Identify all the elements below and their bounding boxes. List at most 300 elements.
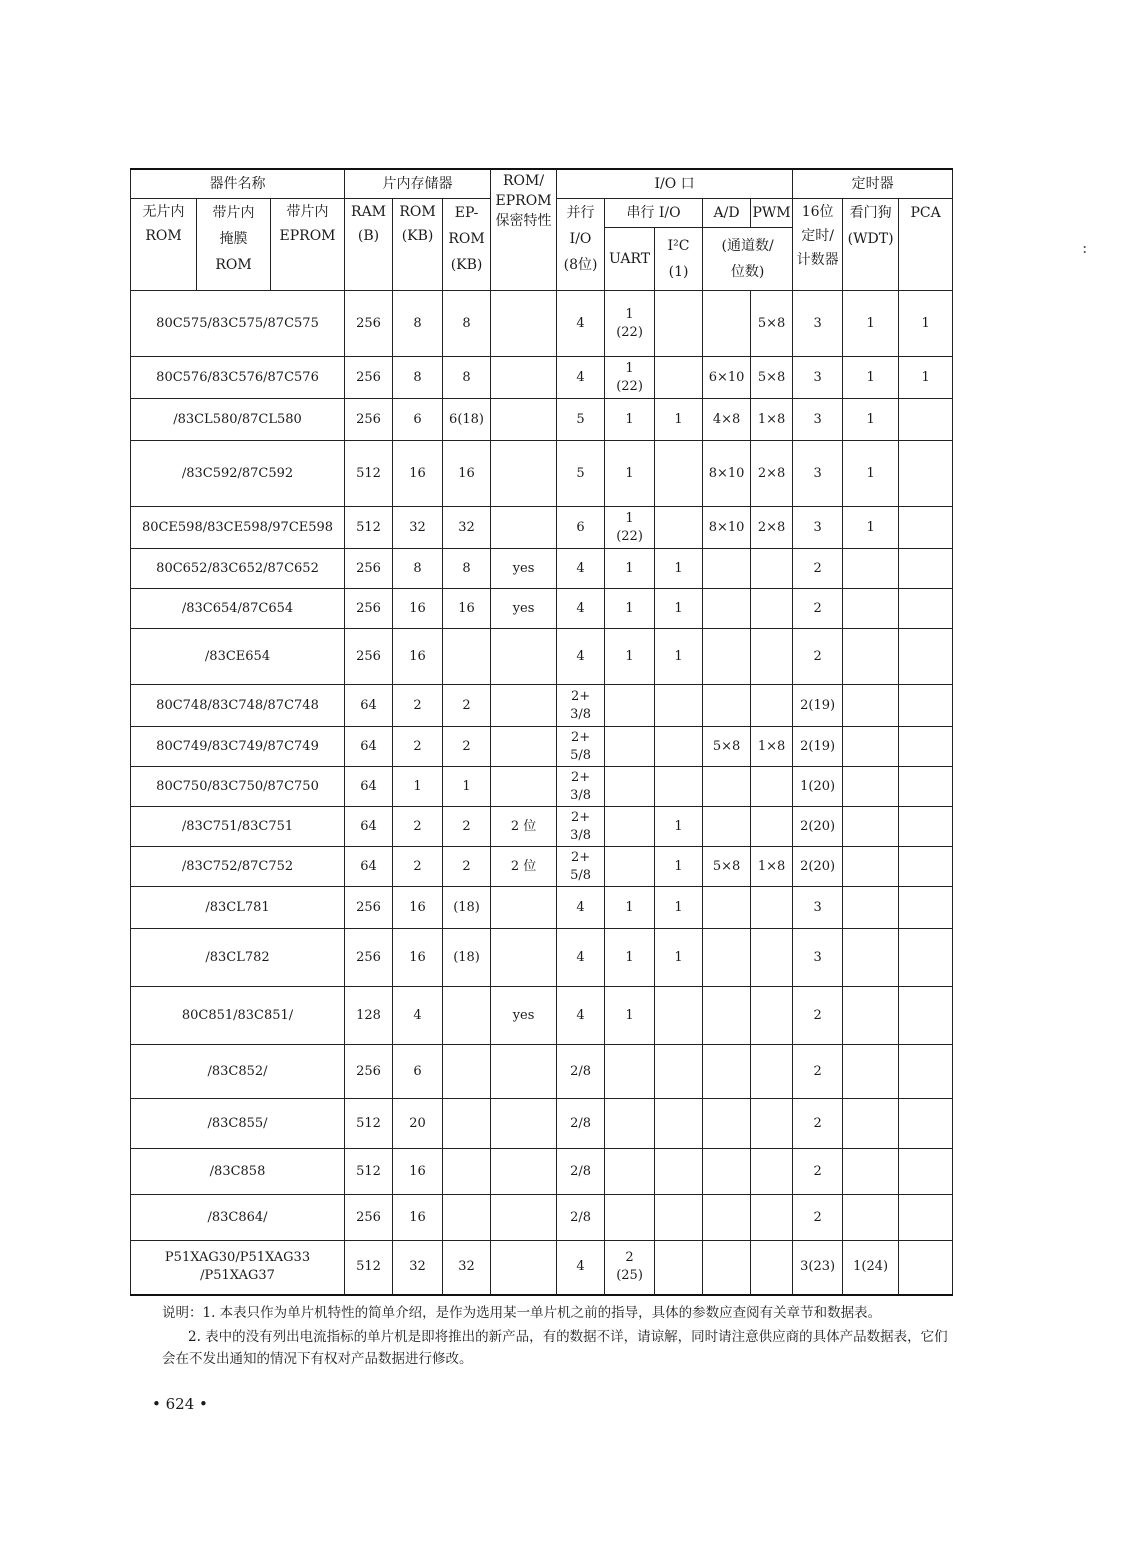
cell-wdt	[843, 929, 899, 987]
cell-ad: 6×10	[703, 357, 751, 399]
cell-ram: 256	[345, 629, 393, 685]
cell-pio: 4	[557, 549, 605, 589]
header-wdt: 看门狗 (WDT)	[843, 199, 899, 291]
cell-rom: 16	[393, 1149, 443, 1195]
header-rom-eprom-security: ROM/ EPROM 保密特性	[491, 169, 557, 291]
cell-pca	[899, 847, 953, 887]
cell-sec: 2 位	[491, 807, 557, 847]
cell-eprom	[443, 1099, 491, 1149]
cell-t16: 3	[793, 441, 843, 507]
cell-wdt	[843, 685, 899, 727]
header-timer16: 16位 定时/ 计数器	[793, 199, 843, 291]
cell-i2c	[655, 767, 703, 807]
cell-sec	[491, 507, 557, 549]
cell-pwm	[751, 807, 793, 847]
cell-rom: 16	[393, 629, 443, 685]
cell-i2c: 1	[655, 589, 703, 629]
cell-pio: 2/8	[557, 1045, 605, 1099]
cell-eprom	[443, 987, 491, 1045]
cell-t16: 2	[793, 987, 843, 1045]
cell-device-name: P51XAG30/P51XAG33 /P51XAG37	[131, 1241, 345, 1295]
cell-ad: 5×8	[703, 847, 751, 887]
cell-pwm: 2×8	[751, 507, 793, 549]
cell-uart: 1 (22)	[605, 291, 655, 357]
header-serial-io: 串行 I/O	[605, 199, 703, 228]
cell-pca	[899, 1149, 953, 1195]
cell-pca	[899, 399, 953, 441]
cell-uart: 1	[605, 589, 655, 629]
cell-pca: 1	[899, 291, 953, 357]
cell-eprom	[443, 1195, 491, 1241]
cell-t16: 3	[793, 357, 843, 399]
cell-wdt	[843, 1195, 899, 1241]
cell-pio: 2+ 5/8	[557, 727, 605, 767]
cell-rom: 8	[393, 291, 443, 357]
cell-t16: 2	[793, 1099, 843, 1149]
cell-wdt	[843, 887, 899, 929]
cell-pio: 2+ 3/8	[557, 807, 605, 847]
cell-device-name: 80C851/83C851/	[131, 987, 345, 1045]
header-uart: UART	[605, 228, 655, 291]
cell-t16: 2(20)	[793, 807, 843, 847]
cell-ram: 512	[345, 1241, 393, 1295]
cell-eprom: 6(18)	[443, 399, 491, 441]
cell-eprom: 2	[443, 847, 491, 887]
table-row	[131, 685, 953, 727]
cell-ram: 64	[345, 847, 393, 887]
cell-ad	[703, 1149, 751, 1195]
cell-wdt: 1	[843, 357, 899, 399]
header-device-name: 器件名称	[131, 169, 345, 199]
cell-sec	[491, 727, 557, 767]
cell-pwm	[751, 589, 793, 629]
cell-i2c: 1	[655, 847, 703, 887]
cell-t16: 2	[793, 1149, 843, 1195]
cell-i2c: 1	[655, 399, 703, 441]
cell-pwm	[751, 549, 793, 589]
cell-pca	[899, 767, 953, 807]
cell-i2c	[655, 291, 703, 357]
cell-uart: 1	[605, 887, 655, 929]
cell-device-name: /83CL781	[131, 887, 345, 929]
cell-wdt	[843, 767, 899, 807]
cell-uart	[605, 1195, 655, 1241]
cell-eprom: 32	[443, 1241, 491, 1295]
header-rom-kb: ROM (KB)	[393, 199, 443, 291]
cell-t16: 2(20)	[793, 847, 843, 887]
cell-device-name: /83C852/	[131, 1045, 345, 1099]
header-pca: PCA	[899, 199, 953, 291]
cell-sec	[491, 685, 557, 727]
cell-t16: 3	[793, 399, 843, 441]
cell-sec	[491, 399, 557, 441]
cell-wdt	[843, 987, 899, 1045]
cell-i2c: 1	[655, 549, 703, 589]
cell-pwm: 5×8	[751, 291, 793, 357]
table-row	[131, 727, 953, 767]
cell-pwm	[751, 1045, 793, 1099]
cell-uart: 2 (25)	[605, 1241, 655, 1295]
cell-i2c	[655, 727, 703, 767]
cell-ad	[703, 987, 751, 1045]
cell-device-name: /83CL580/87CL580	[131, 399, 345, 441]
cell-device-name: /83CL782	[131, 929, 345, 987]
header-mask-rom: 带片内 掩膜 ROM	[197, 199, 271, 291]
cell-ad	[703, 929, 751, 987]
cell-pca	[899, 629, 953, 685]
cell-sec	[491, 1045, 557, 1099]
cell-sec: yes	[491, 589, 557, 629]
cell-rom: 20	[393, 1099, 443, 1149]
cell-eprom: 16	[443, 589, 491, 629]
cell-eprom: 1	[443, 767, 491, 807]
cell-eprom: 8	[443, 357, 491, 399]
cell-uart	[605, 1149, 655, 1195]
cell-ram: 256	[345, 1045, 393, 1099]
cell-ad	[703, 1045, 751, 1099]
table-row	[131, 357, 953, 399]
cell-i2c: 1	[655, 929, 703, 987]
table-row	[131, 929, 953, 987]
cell-wdt	[843, 847, 899, 887]
cell-pca	[899, 507, 953, 549]
cell-uart: 1 (22)	[605, 357, 655, 399]
cell-rom: 8	[393, 357, 443, 399]
cell-sec	[491, 929, 557, 987]
cell-ram: 64	[345, 767, 393, 807]
cell-ad: 8×10	[703, 441, 751, 507]
cell-uart	[605, 847, 655, 887]
cell-pwm	[751, 1149, 793, 1195]
table-row	[131, 1195, 953, 1241]
cell-ram: 128	[345, 987, 393, 1045]
margin-mark: :	[1082, 238, 1088, 257]
cell-pca	[899, 807, 953, 847]
cell-rom: 16	[393, 887, 443, 929]
table-row	[131, 629, 953, 685]
cell-wdt: 1	[843, 507, 899, 549]
cell-ram: 256	[345, 929, 393, 987]
cell-pca: 1	[899, 357, 953, 399]
cell-sec	[491, 887, 557, 929]
cell-device-name: 80C576/83C576/87C576	[131, 357, 345, 399]
cell-wdt	[843, 1099, 899, 1149]
cell-eprom: 8	[443, 549, 491, 589]
cell-wdt	[843, 1045, 899, 1099]
cell-device-name: 80CE598/83CE598/97CE598	[131, 507, 345, 549]
table-row	[131, 1241, 953, 1295]
cell-ad	[703, 291, 751, 357]
cell-ram: 512	[345, 1149, 393, 1195]
cell-pwm	[751, 1195, 793, 1241]
cell-eprom	[443, 1149, 491, 1195]
table-row	[131, 887, 953, 929]
header-timer: 定时器	[793, 169, 953, 199]
cell-rom: 2	[393, 847, 443, 887]
cell-wdt: 1	[843, 291, 899, 357]
cell-pio: 2+ 3/8	[557, 685, 605, 727]
cell-uart	[605, 1099, 655, 1149]
cell-rom: 32	[393, 1241, 443, 1295]
header-ram: RAM (B)	[345, 199, 393, 291]
cell-uart	[605, 767, 655, 807]
cell-pwm: 1×8	[751, 727, 793, 767]
cell-ad	[703, 1099, 751, 1149]
cell-ram: 512	[345, 441, 393, 507]
cell-rom: 32	[393, 507, 443, 549]
cell-pio: 4	[557, 987, 605, 1045]
cell-i2c	[655, 1195, 703, 1241]
cell-wdt	[843, 629, 899, 685]
cell-ad	[703, 1241, 751, 1295]
cell-pio: 2/8	[557, 1099, 605, 1149]
cell-device-name: /83C752/87C752	[131, 847, 345, 887]
cell-eprom: 2	[443, 685, 491, 727]
header-on-chip-memory: 片内存储器	[345, 169, 491, 199]
cell-i2c	[655, 987, 703, 1045]
cell-pio: 4	[557, 589, 605, 629]
cell-rom: 6	[393, 1045, 443, 1099]
cell-ad	[703, 1195, 751, 1241]
cell-rom: 16	[393, 1195, 443, 1241]
cell-pwm: 5×8	[751, 357, 793, 399]
cell-wdt	[843, 727, 899, 767]
cell-i2c	[655, 1099, 703, 1149]
table-header	[131, 169, 953, 291]
cell-eprom: (18)	[443, 887, 491, 929]
cell-uart	[605, 1045, 655, 1099]
header-parallel-io: 并行 I/O (8位)	[557, 199, 605, 291]
cell-device-name: /83CE654	[131, 629, 345, 685]
cell-device-name: 80C748/83C748/87C748	[131, 685, 345, 727]
cell-device-name: /83C751/83C751	[131, 807, 345, 847]
cell-rom: 4	[393, 987, 443, 1045]
cell-sec	[491, 629, 557, 685]
cell-wdt: 1	[843, 441, 899, 507]
table-row	[131, 399, 953, 441]
table-row	[131, 549, 953, 589]
cell-t16: 2	[793, 1045, 843, 1099]
cell-rom: 6	[393, 399, 443, 441]
cell-sec	[491, 1099, 557, 1149]
cell-pca	[899, 1195, 953, 1241]
cell-pio: 5	[557, 399, 605, 441]
cell-pio: 2/8	[557, 1149, 605, 1195]
cell-pwm	[751, 685, 793, 727]
cell-device-name: /83C858	[131, 1149, 345, 1195]
cell-sec	[491, 1149, 557, 1195]
cell-sec	[491, 357, 557, 399]
cell-uart: 1	[605, 629, 655, 685]
header-no-rom: 无片内 ROM	[131, 199, 197, 291]
notes	[162, 1302, 952, 1370]
header-pwm: PWM	[751, 199, 793, 228]
cell-ad: 4×8	[703, 399, 751, 441]
cell-ram: 64	[345, 685, 393, 727]
cell-pio: 2+ 5/8	[557, 847, 605, 887]
cell-pca	[899, 887, 953, 929]
cell-wdt	[843, 589, 899, 629]
cell-i2c	[655, 1045, 703, 1099]
cell-pwm	[751, 887, 793, 929]
cell-sec: 2 位	[491, 847, 557, 887]
cell-pca	[899, 1099, 953, 1149]
cell-eprom: 16	[443, 441, 491, 507]
cell-device-name: /83C654/87C654	[131, 589, 345, 629]
note-1: 说明：1. 本表只作为单片机特性的简单介绍，是作为选用某一单片机之前的指导，具体的参数应查阅有关章节和数据表。	[162, 1305, 882, 1321]
table-row	[131, 1099, 953, 1149]
cell-wdt	[843, 549, 899, 589]
cell-pwm: 2×8	[751, 441, 793, 507]
cell-uart	[605, 727, 655, 767]
cell-pio: 4	[557, 357, 605, 399]
cell-t16: 3	[793, 929, 843, 987]
cell-eprom: 2	[443, 807, 491, 847]
cell-t16: 2(19)	[793, 727, 843, 767]
cell-pca	[899, 929, 953, 987]
cell-sec	[491, 441, 557, 507]
cell-i2c	[655, 1149, 703, 1195]
cell-i2c: 1	[655, 629, 703, 685]
cell-sec	[491, 291, 557, 357]
cell-pwm	[751, 987, 793, 1045]
cell-i2c	[655, 507, 703, 549]
cell-sec	[491, 767, 557, 807]
table-row	[131, 589, 953, 629]
cell-ad	[703, 887, 751, 929]
cell-pwm	[751, 629, 793, 685]
cell-eprom: 2	[443, 727, 491, 767]
cell-sec: yes	[491, 549, 557, 589]
cell-ram: 256	[345, 549, 393, 589]
cell-pca	[899, 589, 953, 629]
table-row	[131, 1045, 953, 1099]
microcontroller-table-container	[130, 168, 952, 1296]
cell-uart: 1	[605, 399, 655, 441]
cell-rom: 2	[393, 807, 443, 847]
cell-device-name: /83C864/	[131, 1195, 345, 1241]
cell-t16: 3	[793, 887, 843, 929]
cell-pca	[899, 685, 953, 727]
cell-ram: 64	[345, 807, 393, 847]
cell-uart: 1	[605, 441, 655, 507]
cell-pca	[899, 987, 953, 1045]
cell-device-name: 80C652/83C652/87C652	[131, 549, 345, 589]
cell-i2c	[655, 685, 703, 727]
cell-pio: 5	[557, 441, 605, 507]
cell-pca	[899, 441, 953, 507]
header-ad-pwm-sub: (通道数/ 位数)	[703, 228, 793, 291]
microcontroller-spec-table	[130, 168, 953, 1296]
cell-pca	[899, 727, 953, 767]
cell-rom: 1	[393, 767, 443, 807]
cell-pio: 4	[557, 291, 605, 357]
cell-ram: 256	[345, 1195, 393, 1241]
cell-eprom: (18)	[443, 929, 491, 987]
cell-ad	[703, 685, 751, 727]
note-2: 2. 表中的没有列出电流指标的单片机是即将推出的新产品，有的数据不详，请谅解，同时请注意供应商的具体产品数据表，它们会在不发出通知的情况下有权对产品数据进行修改。	[162, 1329, 948, 1367]
cell-ad: 5×8	[703, 727, 751, 767]
cell-pca	[899, 1045, 953, 1099]
cell-eprom: 8	[443, 291, 491, 357]
cell-t16: 2	[793, 1195, 843, 1241]
cell-rom: 8	[393, 549, 443, 589]
cell-ad	[703, 629, 751, 685]
cell-ram: 256	[345, 291, 393, 357]
table-row	[131, 441, 953, 507]
cell-t16: 2	[793, 549, 843, 589]
cell-uart: 1 (22)	[605, 507, 655, 549]
cell-i2c: 1	[655, 887, 703, 929]
cell-pwm: 1×8	[751, 399, 793, 441]
header-ad: A/D	[703, 199, 751, 228]
cell-pwm	[751, 929, 793, 987]
cell-pio: 6	[557, 507, 605, 549]
cell-ram: 256	[345, 589, 393, 629]
cell-rom: 2	[393, 727, 443, 767]
header-eprom-kb: EP- ROM (KB)	[443, 199, 491, 291]
cell-ram: 512	[345, 1099, 393, 1149]
cell-t16: 1(20)	[793, 767, 843, 807]
cell-ad: 8×10	[703, 507, 751, 549]
cell-uart	[605, 807, 655, 847]
cell-uart: 1	[605, 987, 655, 1045]
table-row	[131, 847, 953, 887]
cell-wdt	[843, 1149, 899, 1195]
table-row	[131, 987, 953, 1045]
cell-uart: 1	[605, 929, 655, 987]
cell-uart	[605, 685, 655, 727]
cell-device-name: /83C592/87C592	[131, 441, 345, 507]
page-number: • 624 •	[152, 1395, 208, 1413]
cell-t16: 2(19)	[793, 685, 843, 727]
cell-wdt: 1(24)	[843, 1241, 899, 1295]
table-row	[131, 767, 953, 807]
cell-uart: 1	[605, 549, 655, 589]
cell-ram: 256	[345, 399, 393, 441]
cell-ad	[703, 549, 751, 589]
cell-pio: 4	[557, 1241, 605, 1295]
cell-rom: 16	[393, 441, 443, 507]
cell-pwm: 1×8	[751, 847, 793, 887]
cell-device-name: 80C575/83C575/87C575	[131, 291, 345, 357]
cell-ram: 512	[345, 507, 393, 549]
header-io-port: I/O 口	[557, 169, 793, 199]
cell-eprom	[443, 629, 491, 685]
cell-t16: 3	[793, 507, 843, 549]
cell-sec	[491, 1241, 557, 1295]
cell-t16: 3	[793, 291, 843, 357]
cell-device-name: 80C749/83C749/87C749	[131, 727, 345, 767]
table-row	[131, 291, 953, 357]
header-eprom: 带片内 EPROM	[271, 199, 345, 291]
table-row	[131, 507, 953, 549]
cell-t16: 2	[793, 629, 843, 685]
cell-pio: 4	[557, 629, 605, 685]
cell-eprom: 32	[443, 507, 491, 549]
cell-i2c	[655, 1241, 703, 1295]
cell-sec	[491, 1195, 557, 1241]
cell-ram: 256	[345, 887, 393, 929]
cell-i2c	[655, 357, 703, 399]
cell-i2c	[655, 441, 703, 507]
cell-pwm	[751, 767, 793, 807]
cell-pca	[899, 549, 953, 589]
cell-ram: 64	[345, 727, 393, 767]
cell-wdt	[843, 807, 899, 847]
cell-ad	[703, 807, 751, 847]
cell-pca	[899, 1241, 953, 1295]
